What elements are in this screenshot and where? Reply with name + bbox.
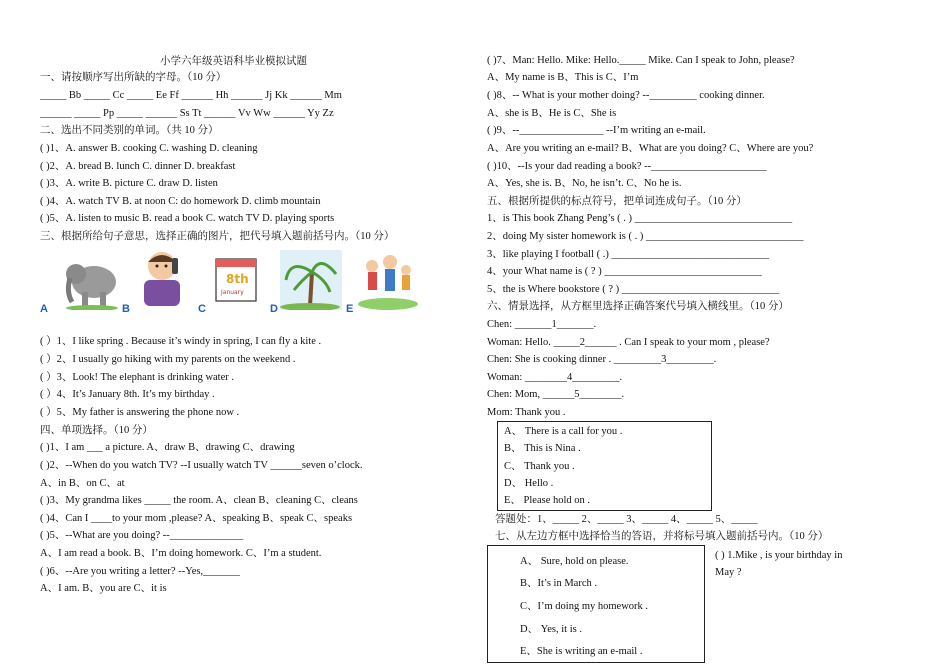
s4-line: ( )4、Can I ____to your mom ,please? A、speaking B、speak C、speaks	[40, 513, 353, 524]
responses-box	[487, 545, 705, 663]
option-item: A、 There is a call for you .	[504, 426, 623, 437]
elephant-picture	[62, 250, 122, 310]
s5-item: 3、like playing I football ( .) ______________________________	[487, 249, 770, 260]
section-5-heading: 五、根据所提供的标点符号，把单词连成句子。（10 分）	[487, 196, 747, 207]
calendar-month: January	[221, 289, 244, 296]
s4-line: ( )9、--________________ --I’m writing an e-mail.	[487, 125, 706, 136]
section-6-heading: 六、情景选择，从方框里选择正确答案代号填入横线里。（10 分）	[487, 301, 789, 312]
alphabet-row-2: ______ _____ Pp _____ ______ Ss Tt ______ Vv Ww ______ Yy Zz	[40, 108, 334, 119]
calendar-picture	[212, 255, 262, 305]
s5-item: 2、doing My sister homework is ( . ) ______________________________	[487, 231, 804, 242]
section-3-heading: 三、根据所给句子意思，选择正确的图片，把代号填入题前括号内。（10 分）	[40, 231, 395, 242]
section-4-heading: 四、单项选择。（10 分）	[40, 425, 153, 436]
s2-item: ( )1、A. answer B. cooking C. washing D. cleaning	[40, 143, 258, 154]
picture-label-a: A	[40, 303, 48, 315]
windy-tree-picture	[280, 250, 342, 310]
response-item: D、 Yes, it is .	[520, 624, 582, 635]
dialog-line: Woman: Hello. _____2______ . Can I speak to your mom , please?	[487, 337, 770, 348]
s4-line: ( )7、Man: Hello. Mike: Hello._____ Mike. Can I speak to John, please?	[487, 55, 795, 66]
answer-options-box	[497, 421, 712, 511]
option-item: B、 This is Nina .	[504, 443, 581, 454]
option-item: E、 Please hold on .	[504, 495, 591, 506]
picture-label-e: E	[346, 303, 354, 315]
s4-line: A、My name is B、This is C、I’m	[487, 72, 639, 83]
s4-line: A、in B、on C、at	[40, 478, 125, 489]
option-item: C、 Thank you .	[504, 461, 575, 472]
s4-line: A、Yes, she is. B、No, he isn’t. C、No he is.	[487, 178, 682, 189]
s3-item: ( ）1、I like spring . Because it’s windy in spring, I can fly a kite .	[40, 336, 322, 347]
s4-line: ( )1、I am ___ a picture. A、draw B、drawing C、drawing	[40, 442, 295, 453]
s4-line: ( )10、--Is your dad reading a book? --______________________	[487, 161, 767, 172]
s5-item: 4、your What name is ( ? ) ______________________________	[487, 266, 762, 277]
s4-line: ( )6、--Are you writing a letter? --Yes,_______	[40, 566, 240, 577]
calendar-day: 8th	[226, 272, 249, 286]
s4-line: A、Are you writing an e-mail? B、What are you doing? C、Where are you?	[487, 143, 814, 154]
s7-question-1-cont: May ?	[715, 567, 742, 578]
s3-item: ( ）5、My father is answering the phone now .	[40, 407, 240, 418]
dialog-line: Chen: Mom, ______5________.	[487, 389, 625, 400]
s4-line: A、I am read a book. B、I’m doing homework. C、I’m a student.	[40, 548, 322, 559]
response-item: A、 Sure, hold on please.	[520, 556, 629, 567]
s2-item: ( )4、A. watch TV B. at noon C: do homework D. climb mountain	[40, 196, 321, 207]
response-item: B、It’s in March .	[520, 578, 597, 589]
s2-item: ( )5、A. listen to music B. read a book C. watch TV D. playing sports	[40, 213, 335, 224]
s5-item: 1、is This book Zhang Peng’s ( . ) ______________________________	[487, 213, 793, 224]
s4-line: ( )2、--When do you watch TV? --I usually watch TV ______seven o’clock.	[40, 460, 363, 471]
page-title: 小学六年级英语科毕业模拟试题	[160, 56, 307, 67]
s3-item: ( ）3、Look! The elephant is drinking water .	[40, 372, 235, 383]
s7-question-1: ( ) 1.Mike , is your birthday in	[715, 550, 843, 561]
s4-line: A、I am. B、you are C、it is	[40, 583, 167, 594]
picture-label-c: C	[198, 303, 206, 315]
answer-area: 答题处：1、_____ 2、_____ 3、_____ 4、_____ 5、_____	[495, 514, 758, 525]
s3-item: ( ）2、I usually go hiking with my parents on the weekend .	[40, 354, 296, 365]
family-hiking-picture	[358, 250, 418, 310]
s4-line: ( )5、--What are you doing? --______________	[40, 530, 244, 541]
section-1-heading: 一、请按顺序写出所缺的字母。（10 分）	[40, 72, 227, 83]
s4-line: A、she is B、He is C、She is	[487, 108, 617, 119]
dialog-line: Mom: Thank you .	[487, 407, 566, 418]
s2-item: ( )2、A. bread B. lunch C. dinner D. breakfast	[40, 161, 236, 172]
option-item: D、 Hello .	[504, 478, 554, 489]
dialog-line: Woman: ________4_________.	[487, 372, 623, 383]
s5-item: 5、the is Where bookstore ( ? ) ______________________________	[487, 284, 780, 295]
s3-item: ( ）4、It’s January 8th. It’s my birthday .	[40, 389, 215, 400]
response-item: C、I’m doing my homework .	[520, 601, 649, 612]
dialog-line: Chen: She is cooking dinner . _________3_________.	[487, 354, 717, 365]
s4-line: ( )3、My grandma likes _____ the room. A、clean B、cleaning C、cleans	[40, 495, 358, 506]
section-7-heading: 七、从左边方框中选择恰当的答语，并将标号填入题前括号内。（10 分）	[495, 531, 829, 542]
s4-line: ( )8、-- What is your mother doing? --_________ cooking dinner.	[487, 90, 765, 101]
s2-item: ( )3、A. write B. picture C. draw D. listen	[40, 178, 218, 189]
response-item: E、She is writing an e-mail .	[520, 646, 643, 657]
man-on-phone-picture	[134, 248, 192, 310]
picture-label-b: B	[122, 303, 130, 315]
section-2-heading: 二、选出不同类别的单词。（共 10 分）	[40, 125, 219, 136]
picture-label-d: D	[270, 303, 278, 315]
alphabet-row-1: _____ Bb _____ Cc _____ Ee Ff ______ Hh ______ Jj Kk ______ Mm	[40, 90, 342, 101]
dialog-line: Chen: _______1_______.	[487, 319, 597, 330]
